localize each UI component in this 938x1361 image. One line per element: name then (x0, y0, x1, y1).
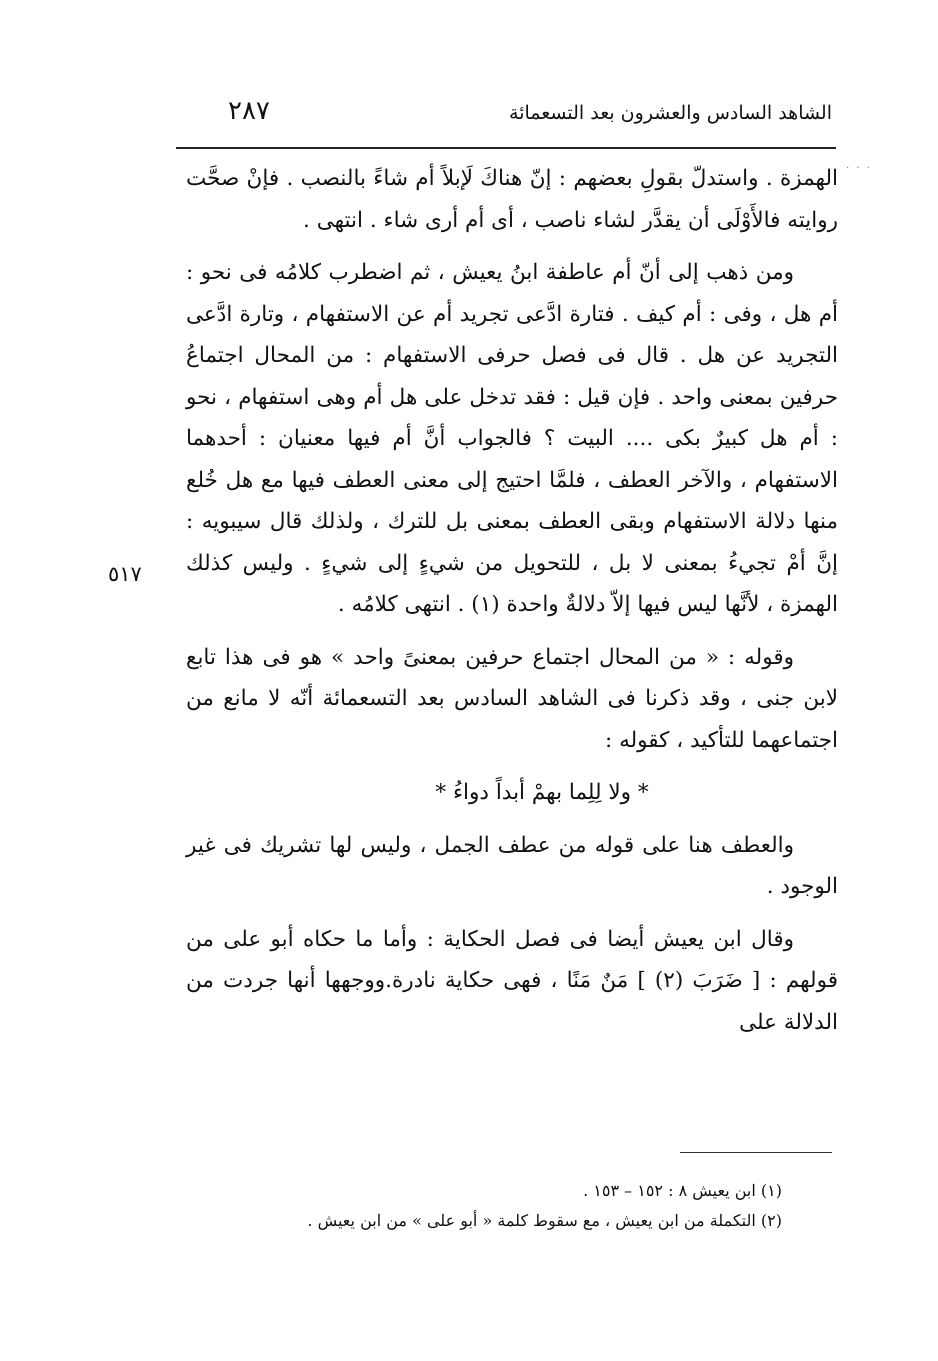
margin-dots: . . . (846, 160, 872, 171)
paragraph-1: الهمزة . واستدلّ بقولِ بعضهم : إنّ هناكَ لَإبلاً أم شاءً بالنصب . فإنْ صحَّت روايته فالأَوْلَى أن يقدَّر لشاء ناصب ، أى أم أرى شاء . انتهى . (186, 166, 838, 233)
running-header: الشاهد السادس والعشرون بعد التسعمائة (509, 102, 832, 124)
paragraph-5: وقال ابن يعيش أيضا فى فصل الحكاية : وأما ما حكاه أبو على من قولهم : [ ضَرَبَ (٢) ] مَنٌ مَنًا ، فهى حكاية نادرة.ووجهها أنها جردت من الدلالة على (186, 926, 838, 1035)
margin-verse-number: ٥١٧ (108, 562, 142, 586)
paragraph-3: وقوله : « من المحال اجتماع حرفين بمعنىً واحد » هو فى هذا تابع لابن جنى ، وقد ذكرنا فى الشاهد السادس بعد التسعمائة أنّه لا مانع من اجتماعهما للتأكيد ، كقوله : (186, 644, 838, 753)
verse-line: * ولا لِلِما بهمْ أبداً دواءُ * (435, 780, 649, 805)
footnote-rule (680, 1152, 832, 1153)
page-number: ٢٨٧ (228, 96, 270, 126)
paragraph-2: ومن ذهب إلى أنّ أم عاطفة ابنُ يعيش ، ثم اضطرب كلامُه فى نحو : أم هل ، وفى : أم كيف . فتارة ادَّعى تجريد أم عن الاستفهام ، وتارة ادَّعى التجريد عن هل . قال فى فصل حرفى الاستفهام : من المحال اجتماعُ حرفين بمعنى واحد . فإن قيل : فقد تدخل على هل أم وهى استفهام ، نحو : أم هل كبيرٌ بكى .... البيت ؟ فالجواب أنَّ أم فيها معنيان : أحدهما الاستفهام ، والآخر العطف ، فلمَّا احتيج إلى معنى العطف فيها مع هل خُلع منها دلالة الاستفهام وبقى العطف بمعنى بل للترك ، ولذلك قال سيبويه : إنَّ أمْ تجيءُ بمعنى لا بل ، للتحويل من شيءٍ إلى شيءٍ . وليس كذلك الهمزة ، لأنَّها ليس فيها إلاّ دلالةٌ واحدة (١) . انتهى كلامُه . (186, 260, 838, 617)
main-text (186, 158, 838, 1043)
header-rule (176, 147, 836, 149)
footnote-1: (١) ابن يعيش ٨ : ١٥٢ – ١٥٣ . (583, 1181, 782, 1200)
footnote-2: (٢) التكملة من ابن يعيش ، مع سقوط كلمة « أبو على » من ابن يعيش . (307, 1211, 782, 1230)
paragraph-4: والعطف هنا على قوله من عطف الجمل ، وليس لها تشريك فى غير الوجود . (186, 832, 838, 899)
footnotes (186, 1176, 782, 1236)
